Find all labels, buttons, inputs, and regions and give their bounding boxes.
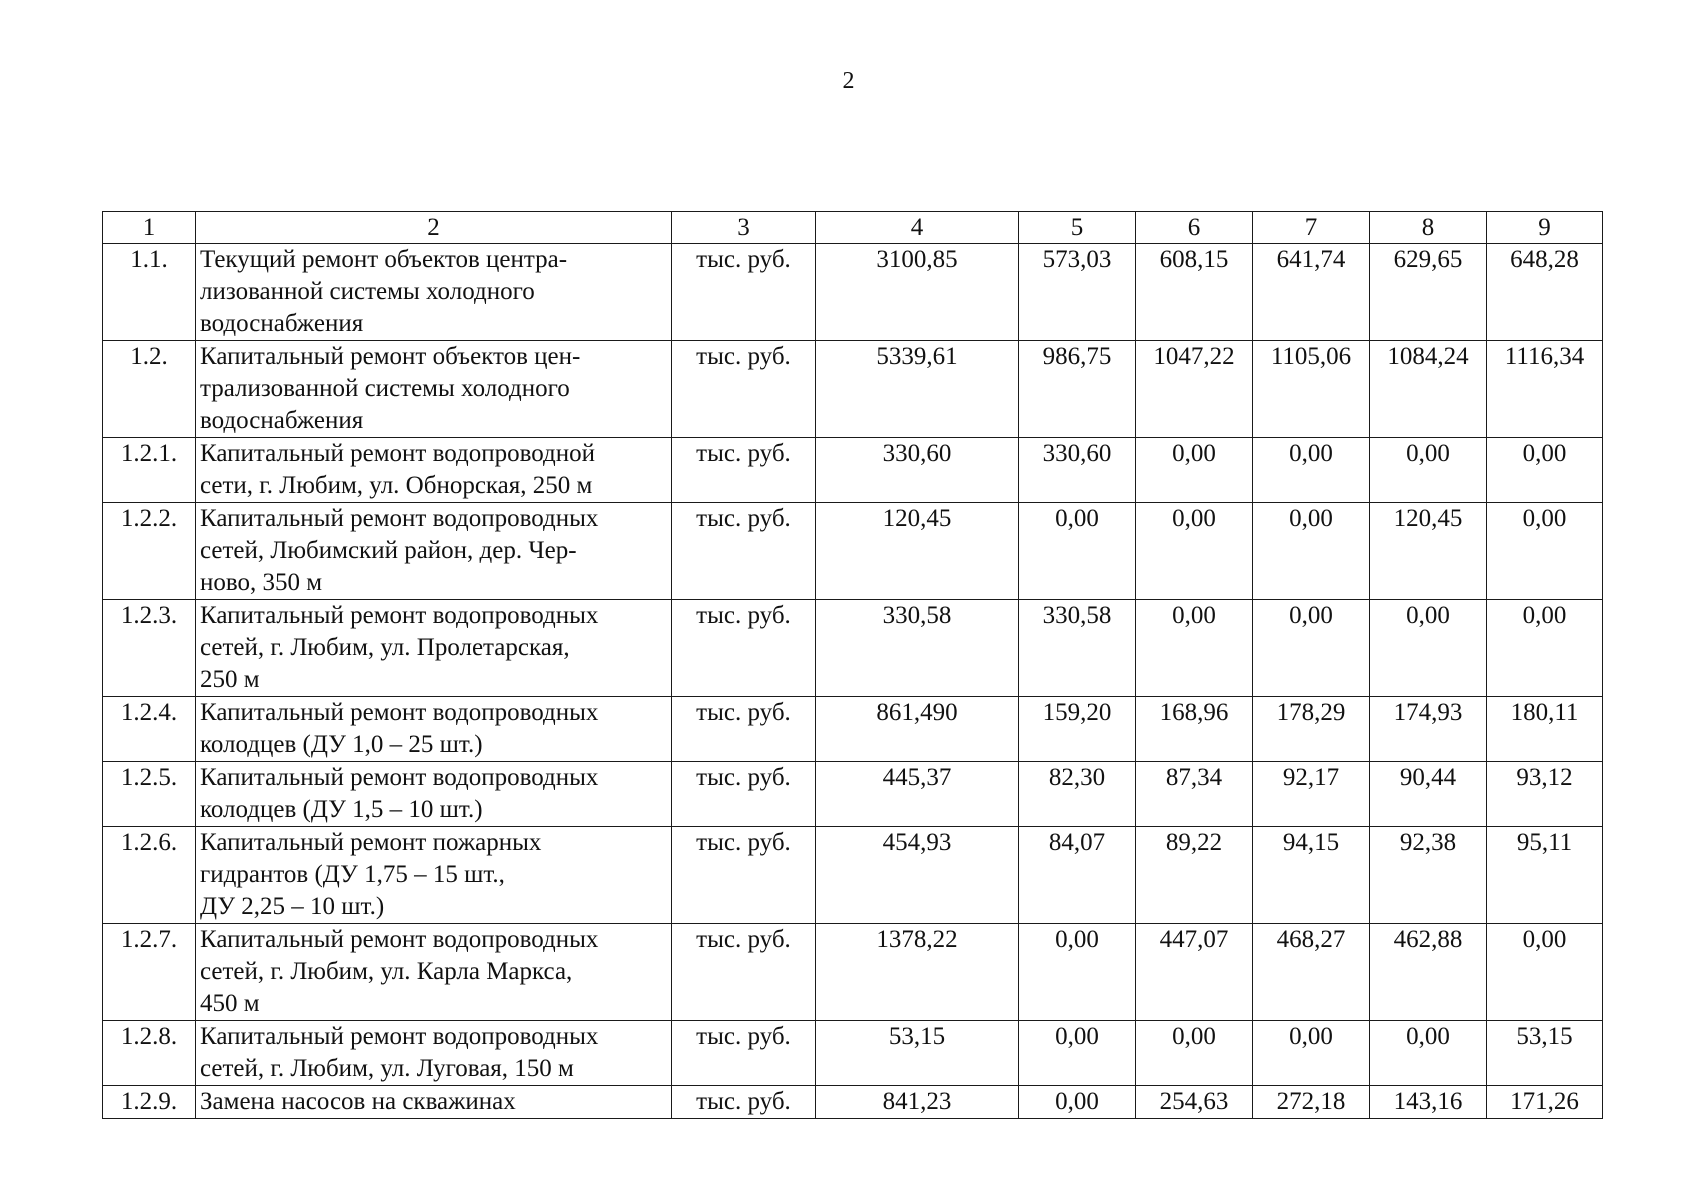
row-unit: тыс. руб.: [672, 244, 816, 341]
description-line: водоснабжения: [200, 407, 364, 434]
row-description: [196, 924, 672, 1021]
row-unit: тыс. руб.: [672, 1021, 816, 1086]
row-year-value: 1116,34: [1487, 341, 1603, 438]
description-line: сети, г. Любим, ул. Обнорская, 250 м: [200, 472, 593, 499]
table-body: [103, 212, 1603, 1119]
description-line: Капитальный ремонт водопроводных: [200, 926, 599, 953]
description-line: Капитальный ремонт водопроводных: [200, 764, 599, 791]
row-description: [196, 1086, 672, 1119]
row-total: 861,490: [816, 697, 1019, 762]
row-year-value: 0,00: [1487, 924, 1603, 1021]
table-row: [103, 762, 1603, 827]
row-year-value: 0,00: [1136, 438, 1253, 503]
column-header: 2: [196, 212, 672, 244]
row-number: 1.2.4.: [103, 697, 196, 762]
description-line: Текущий ремонт объектов центра-: [200, 246, 568, 273]
row-year-value: 0,00: [1370, 438, 1487, 503]
row-year-value: 468,27: [1253, 924, 1370, 1021]
row-year-value: 1084,24: [1370, 341, 1487, 438]
row-year-value: 180,11: [1487, 697, 1603, 762]
row-unit: тыс. руб.: [672, 924, 816, 1021]
row-year-value: 330,60: [1019, 438, 1136, 503]
column-header: 1: [103, 212, 196, 244]
row-total: 120,45: [816, 503, 1019, 600]
row-description: [196, 827, 672, 924]
description-line: водоснабжения: [200, 310, 364, 337]
column-header: 9: [1487, 212, 1603, 244]
row-year-value: 330,58: [1019, 600, 1136, 697]
description-line: Капитальный ремонт водопроводных: [200, 1023, 599, 1050]
row-unit: тыс. руб.: [672, 697, 816, 762]
row-year-value: 447,07: [1136, 924, 1253, 1021]
page-number: 2: [842, 68, 855, 94]
description-line: Замена насосов на скважинах: [200, 1088, 516, 1115]
description-line: трализованной системы холодного: [200, 375, 570, 402]
description-line: сетей, Любимский район, дер. Чер-: [200, 537, 577, 564]
row-year-value: 92,38: [1370, 827, 1487, 924]
row-description: [196, 341, 672, 438]
row-number: 1.2.5.: [103, 762, 196, 827]
row-year-value: 0,00: [1487, 438, 1603, 503]
row-year-value: 1047,22: [1136, 341, 1253, 438]
row-number: 1.2.7.: [103, 924, 196, 1021]
row-total: 445,37: [816, 762, 1019, 827]
row-year-value: 89,22: [1136, 827, 1253, 924]
table-row: [103, 827, 1603, 924]
row-year-value: 0,00: [1136, 600, 1253, 697]
description-line: Капитальный ремонт объектов цен-: [200, 343, 581, 370]
row-year-value: 0,00: [1019, 924, 1136, 1021]
row-year-value: 174,93: [1370, 697, 1487, 762]
row-year-value: 648,28: [1487, 244, 1603, 341]
row-number: 1.2.9.: [103, 1086, 196, 1119]
row-year-value: 87,34: [1136, 762, 1253, 827]
row-number: 1.2.8.: [103, 1021, 196, 1086]
row-total: 330,58: [816, 600, 1019, 697]
row-number: 1.2.1.: [103, 438, 196, 503]
description-line: Капитальный ремонт пожарных: [200, 829, 542, 856]
table-header-row: [103, 212, 1603, 244]
column-header: 8: [1370, 212, 1487, 244]
row-total: 841,23: [816, 1086, 1019, 1119]
row-year-value: 95,11: [1487, 827, 1603, 924]
row-number: 1.1.: [103, 244, 196, 341]
description-line: колодцев (ДУ 1,5 – 10 шт.): [200, 796, 483, 823]
row-year-value: 0,00: [1370, 600, 1487, 697]
table-row: [103, 1021, 1603, 1086]
row-unit: тыс. руб.: [672, 503, 816, 600]
row-unit: тыс. руб.: [672, 827, 816, 924]
description-line: лизованной системы холодного: [200, 278, 535, 305]
row-year-value: 0,00: [1253, 600, 1370, 697]
row-unit: тыс. руб.: [672, 600, 816, 697]
row-unit: тыс. руб.: [672, 438, 816, 503]
row-description: [196, 600, 672, 697]
column-header: 7: [1253, 212, 1370, 244]
row-description: [196, 697, 672, 762]
table-row: [103, 924, 1603, 1021]
row-year-value: 1105,06: [1253, 341, 1370, 438]
row-total: 5339,61: [816, 341, 1019, 438]
row-description: [196, 762, 672, 827]
row-number: 1.2.: [103, 341, 196, 438]
row-total: 53,15: [816, 1021, 1019, 1086]
row-year-value: 272,18: [1253, 1086, 1370, 1119]
description-line: сетей, г. Любим, ул. Карла Маркса,: [200, 958, 573, 985]
table-row: [103, 244, 1603, 341]
row-year-value: 178,29: [1253, 697, 1370, 762]
row-year-value: 143,16: [1370, 1086, 1487, 1119]
row-description: [196, 244, 672, 341]
row-number: 1.2.2.: [103, 503, 196, 600]
description-line: 450 м: [200, 990, 260, 1017]
row-total: 3100,85: [816, 244, 1019, 341]
row-year-value: 462,88: [1370, 924, 1487, 1021]
description-line: гидрантов (ДУ 1,75 – 15 шт.,: [200, 861, 505, 888]
row-year-value: 92,17: [1253, 762, 1370, 827]
row-year-value: 53,15: [1487, 1021, 1603, 1086]
column-header: 4: [816, 212, 1019, 244]
row-description: [196, 1021, 672, 1086]
row-year-value: 629,65: [1370, 244, 1487, 341]
row-year-value: 120,45: [1370, 503, 1487, 600]
row-number: 1.2.6.: [103, 827, 196, 924]
row-year-value: 82,30: [1019, 762, 1136, 827]
description-line: Капитальный ремонт водопроводной: [200, 440, 595, 467]
description-line: колодцев (ДУ 1,0 – 25 шт.): [200, 731, 483, 758]
table-row: [103, 600, 1603, 697]
row-year-value: 573,03: [1019, 244, 1136, 341]
description-line: ново, 350 м: [200, 569, 323, 596]
row-year-value: 0,00: [1019, 1021, 1136, 1086]
row-number: 1.2.3.: [103, 600, 196, 697]
row-year-value: 0,00: [1136, 503, 1253, 600]
table-row: [103, 697, 1603, 762]
table-row: [103, 503, 1603, 600]
row-year-value: 0,00: [1487, 503, 1603, 600]
row-unit: тыс. руб.: [672, 1086, 816, 1119]
row-year-value: 608,15: [1136, 244, 1253, 341]
row-description: [196, 503, 672, 600]
budget-table: [102, 211, 1603, 1119]
row-total: 1378,22: [816, 924, 1019, 1021]
description-line: ДУ 2,25 – 10 шт.): [200, 893, 385, 920]
description-line: Капитальный ремонт водопроводных: [200, 699, 599, 726]
row-year-value: 0,00: [1136, 1021, 1253, 1086]
row-year-value: 641,74: [1253, 244, 1370, 341]
row-year-value: 986,75: [1019, 341, 1136, 438]
row-total: 454,93: [816, 827, 1019, 924]
row-description: [196, 438, 672, 503]
description-line: сетей, г. Любим, ул. Луговая, 150 м: [200, 1055, 574, 1082]
column-header: 3: [672, 212, 816, 244]
row-year-value: 0,00: [1487, 600, 1603, 697]
row-year-value: 0,00: [1370, 1021, 1487, 1086]
table-row: [103, 341, 1603, 438]
row-total: 330,60: [816, 438, 1019, 503]
row-year-value: 168,96: [1136, 697, 1253, 762]
row-year-value: 159,20: [1019, 697, 1136, 762]
row-unit: тыс. руб.: [672, 762, 816, 827]
row-year-value: 84,07: [1019, 827, 1136, 924]
row-year-value: 0,00: [1253, 438, 1370, 503]
row-year-value: 171,26: [1487, 1086, 1603, 1119]
description-line: Капитальный ремонт водопроводных: [200, 602, 599, 629]
row-year-value: 0,00: [1019, 1086, 1136, 1119]
description-line: 250 м: [200, 666, 260, 693]
row-year-value: 0,00: [1019, 503, 1136, 600]
column-header: 5: [1019, 212, 1136, 244]
row-year-value: 90,44: [1370, 762, 1487, 827]
description-line: Капитальный ремонт водопроводных: [200, 505, 599, 532]
column-header: 6: [1136, 212, 1253, 244]
row-unit: тыс. руб.: [672, 341, 816, 438]
row-year-value: 93,12: [1487, 762, 1603, 827]
description-line: сетей, г. Любим, ул. Пролетарская,: [200, 634, 570, 661]
row-year-value: 0,00: [1253, 1021, 1370, 1086]
table-row: [103, 1086, 1603, 1119]
row-year-value: 254,63: [1136, 1086, 1253, 1119]
row-year-value: 94,15: [1253, 827, 1370, 924]
row-year-value: 0,00: [1253, 503, 1370, 600]
table-row: [103, 438, 1603, 503]
